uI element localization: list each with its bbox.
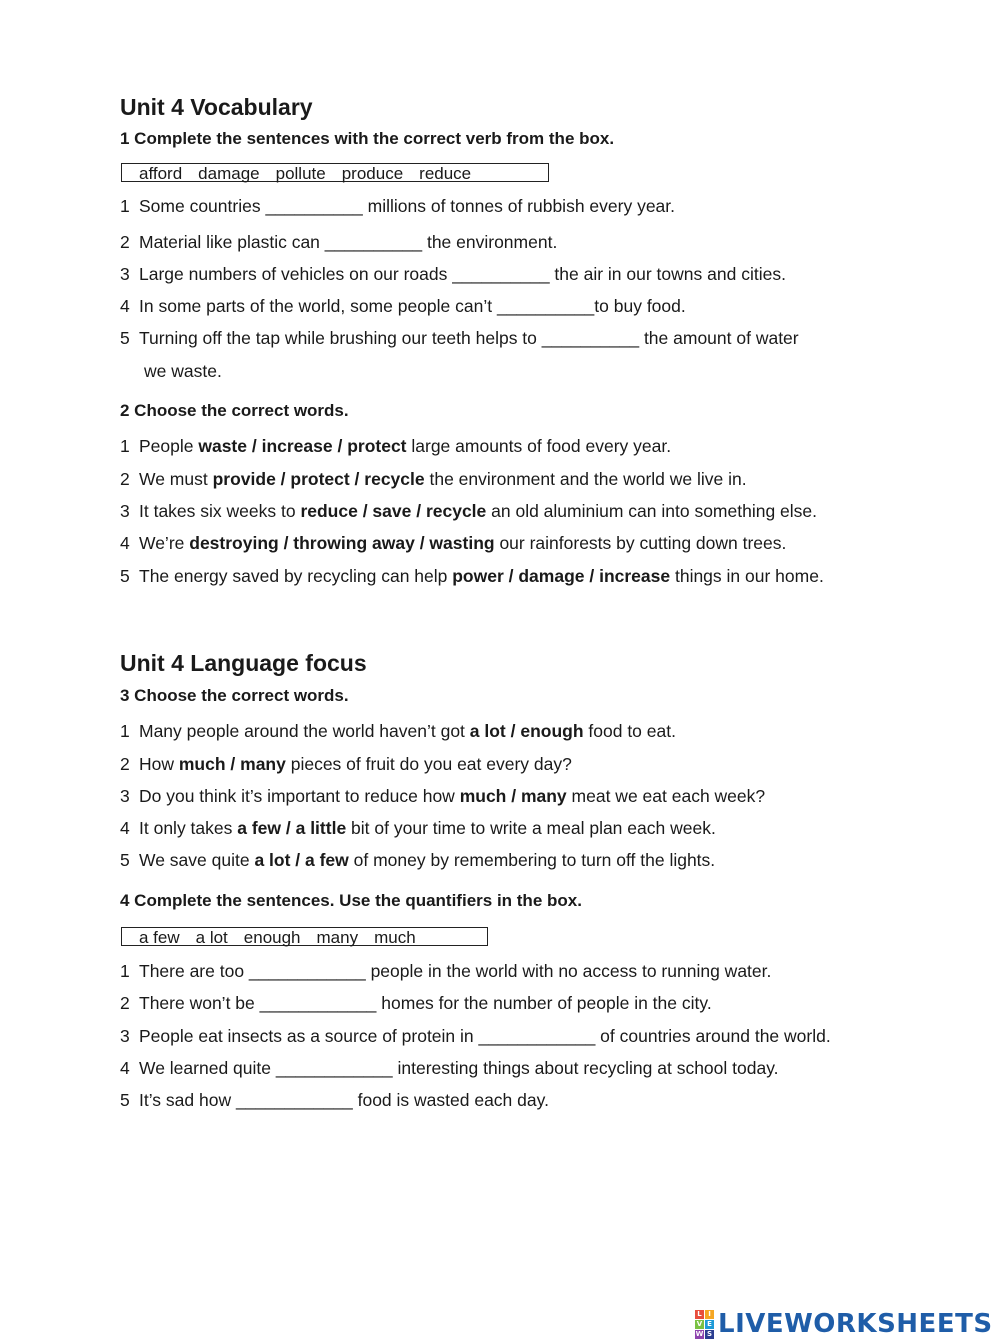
box-word: pollute [275,164,326,183]
ex4-item [120,1058,779,1079]
item-text: Large numbers of vehicles on our roads __________ the air in our towns and cities. [139,264,786,284]
item-text: the environment and the world we live in. [424,469,747,489]
item-text: an old aluminium can into something else. [486,501,818,521]
item-text: our rainforests by cutting down trees. [494,533,787,553]
ex4-item [120,961,771,982]
ex4-item [120,1090,549,1111]
item-text: large amounts of food every year. [406,436,672,456]
item-text: We must [139,469,213,489]
choice-options[interactable]: provide / protect / recycle [212,469,425,489]
item-number: 1 [120,196,130,216]
choice-options[interactable]: a lot / enough [469,721,584,741]
ex3-instruction: 3 Choose the correct words. [120,686,349,705]
ex4-instruction: 4 Complete the sentences. Use the quantifiers in the box. [120,891,582,910]
item-number: 2 [120,232,130,252]
ex4-item [120,993,712,1014]
item-text: We save quite [139,850,255,870]
choice-options[interactable]: a few / a little [237,818,347,838]
logo-letter: L [695,1310,704,1319]
ex2-item [120,566,824,587]
item-text: In some parts of the world, some people can’t __________to buy food. [139,296,686,316]
item-text: Material like plastic can __________ the environment. [139,232,558,252]
logo-letter: W [695,1329,704,1338]
item-text: things in our home. [670,566,824,586]
item-text: How [139,754,179,774]
ex3-item [120,721,676,742]
ex2-instruction: 2 Choose the correct words. [120,401,349,420]
choice-options[interactable]: a lot / a few [254,850,349,870]
language-section-title: Unit 4 Language focus [120,650,367,676]
box-word: produce [341,164,404,183]
ex2-item [120,533,786,554]
item-text: It’s sad how ____________ food is wasted each day. [139,1090,549,1110]
item-text: Turning off the tap while brushing our teeth helps to __________ the amount of water [139,328,799,348]
item-text: It only takes [139,818,238,838]
item-number: 1 [120,961,130,981]
item-text: We learned quite ____________ interesting things about recycling at school today. [139,1058,779,1078]
item-number: 3 [120,264,130,284]
ex3-item [120,786,765,807]
ex2-item [120,501,817,522]
brand-name: LIVEWORKSHEETS [718,1309,993,1339]
item-number: 2 [120,993,130,1013]
item-number: 2 [120,469,130,489]
box-word: a lot [195,928,228,947]
item-text: It takes six weeks to [139,501,301,521]
ex1-item [120,264,786,285]
ex1-item [120,196,675,217]
box-word: afford [139,164,183,183]
item-text: There are too ____________ people in the world with no access to running water. [139,961,772,981]
item-text: Do you think it’s important to reduce how [139,786,460,806]
item-number: 4 [120,296,130,316]
ex4-item [120,1026,831,1047]
item-number: 3 [120,1026,130,1046]
item-text: meat we eat each week? [566,786,766,806]
item-number: 4 [120,818,130,838]
item-text: of money by remembering to turn off the lights. [348,850,716,870]
logo-letter: E [705,1320,714,1329]
logo-letter: S [706,1329,713,1338]
choice-options[interactable]: destroying / throwing away / wasting [189,533,495,553]
ex3-item [120,754,572,775]
box-word: reduce [419,164,472,183]
item-number: 5 [120,328,130,348]
item-number: 1 [120,721,130,741]
item-number: 4 [120,1058,130,1078]
logo-letter: I [705,1310,714,1319]
ex2-item [120,436,671,457]
item-text: There won’t be ____________ homes for the number of people in the city. [139,993,712,1013]
item-text: People eat insects as a source of protein in ____________ of countries around the world. [139,1026,831,1046]
item-text: Some countries __________ millions of tonnes of rubbish every year. [139,196,676,216]
liveworksheets-logo[interactable] [695,1309,993,1339]
item-continuation: we waste. [144,361,222,381]
item-number: 3 [120,501,130,521]
ex4-word-box [121,927,488,946]
item-number: 5 [120,850,130,870]
ex1-instruction: 1 Complete the sentences with the correct verb from the box. [120,129,615,148]
box-word: damage [198,164,260,183]
ex1-item [120,328,799,349]
ex2-item [120,469,747,490]
item-number: 5 [120,566,130,586]
choice-options[interactable]: much / many [459,786,567,806]
item-text: bit of your time to write a meal plan each week. [346,818,716,838]
choice-options[interactable]: power / damage / increase [452,566,671,586]
ex1-word-box [121,163,549,182]
item-number: 5 [120,1090,130,1110]
item-text: pieces of fruit do you eat every day? [285,754,572,774]
vocab-section-title: Unit 4 Vocabulary [120,94,313,120]
choice-options[interactable]: waste / increase / protect [198,436,407,456]
logo-grid-icon [695,1310,714,1339]
logo-letter: V [696,1319,703,1328]
choice-options[interactable]: reduce / save / recycle [300,501,487,521]
item-number: 1 [120,436,130,456]
item-text: We’re [139,533,190,553]
item-number: 4 [120,533,130,553]
box-word: much [374,928,416,947]
ex3-item [120,818,716,839]
item-text: Many people around the world haven’t got [139,721,470,741]
ex1-item [120,296,686,317]
item-number: 3 [120,786,130,806]
item-text: food to eat. [583,721,676,741]
item-text: People [139,436,199,456]
item-text: The energy saved by recycling can help [139,566,453,586]
ex3-item [120,850,715,871]
ex1-item [120,232,557,253]
box-word: many [316,928,359,947]
box-word: enough [243,928,301,947]
box-word: a few [139,928,180,947]
item-number: 2 [120,754,130,774]
choice-options[interactable]: much / many [178,754,286,774]
